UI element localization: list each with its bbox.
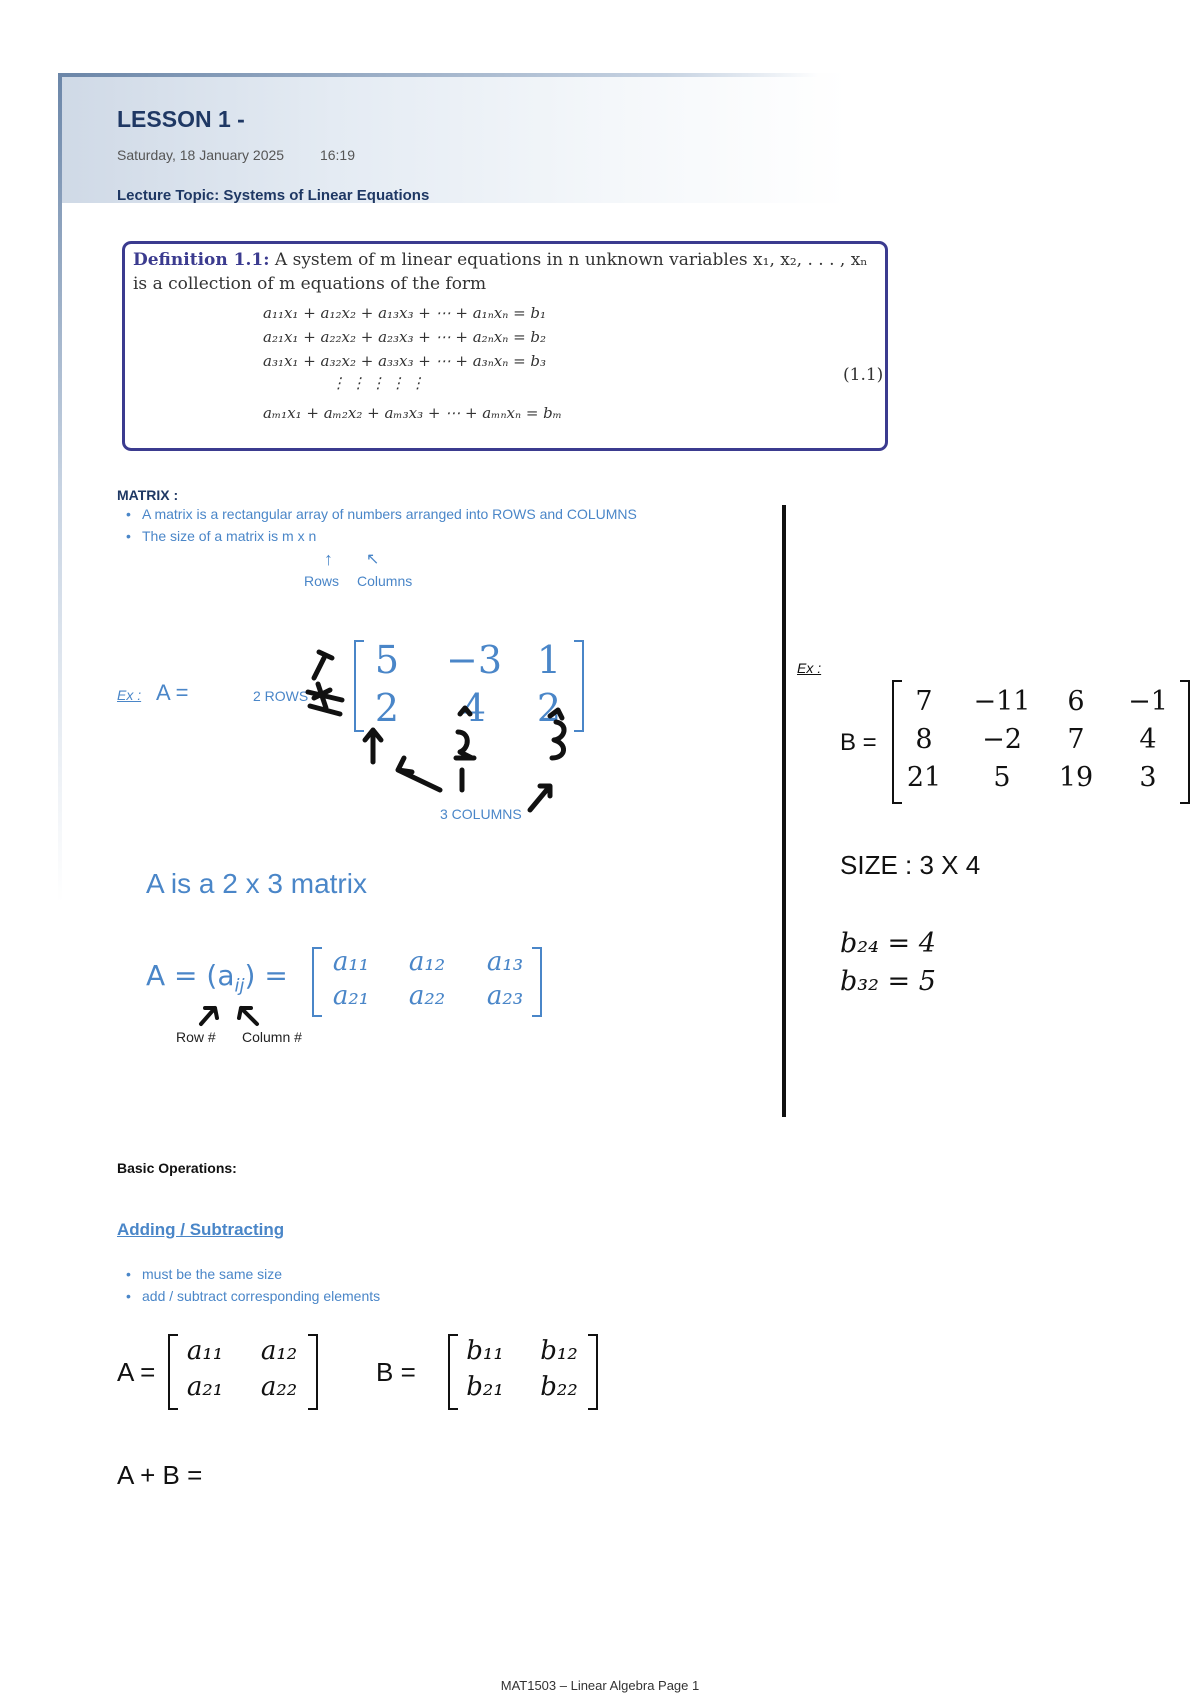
matrix-cell: a₂₁ [186,1372,224,1402]
page-date: Saturday, 18 January 2025 [117,147,285,163]
page-time: 16:19 [319,147,356,163]
ink-diagonal-arrow [530,786,550,810]
definition-label: Definition 1.1: [133,250,270,270]
matrix-cell: 6 [1067,686,1085,717]
operations-bullets [122,1263,380,1307]
matrix-cell: 4 [461,686,487,730]
general-lhs: A = (a [146,959,235,992]
list-item: • add / subtract corresponding elements [122,1285,380,1307]
op-matrix-a [168,1334,318,1410]
ink-annotations [300,640,580,820]
size-statement: A is a 2 x 3 matrix [146,868,367,899]
matrix-cell: 1 [536,638,562,682]
vertical-divider [782,505,786,1117]
ink-subscript-arrows [195,1000,265,1030]
columns-label: Columns [357,573,413,589]
matrix-a-name: A = [156,680,189,705]
matrix-cell: 19 [1058,762,1094,793]
definition-line-2: is a collection of m equations of the form [133,274,487,294]
matrix-b-name: B = [840,729,877,756]
general-subscript: ij [234,975,245,997]
page-title: LESSON 1 - [117,106,245,132]
list-item: • The size of a matrix is m x n [122,525,637,547]
matrix-cell: 2 [374,686,400,730]
matrix-cell: a₁₃ [486,947,524,977]
example-a-label: Ex : [117,687,142,703]
matrix-cell: a₂₂ [260,1372,298,1402]
columns-note: 3 COLUMNS [440,806,522,822]
up-left-arrow-icon: ↖ [366,551,380,568]
matrix-cell: 5 [993,762,1011,793]
matrix-b [892,680,1190,804]
equation-number: (1.1) [843,365,884,385]
row-hash-label: Row # [176,1029,216,1045]
equation-row: a₂₁x₁ + a₂₂x₂ + a₂₃x₃ + ⋯ + a₂ₙxₙ = b₂ [263,328,547,346]
matrix-cell: 4 [1139,724,1157,755]
adding-subtracting-heading: Adding / Subtracting [117,1220,285,1239]
list-item: • must be the same size [122,1263,380,1285]
matrix-cell: b₂₁ [466,1372,504,1402]
definition-box [122,241,888,451]
ink-up-left-arrow [239,1008,257,1024]
matrix-cell: −2 [982,724,1022,755]
matrix-cell: a₂₃ [486,981,524,1011]
entry-b32: b₃₂ = 5 [840,966,936,997]
matrix-cell: 21 [906,762,942,793]
ink-arrow-head [550,710,562,718]
matrix-cell: −11 [973,686,1031,717]
op-matrix-b [448,1334,598,1410]
matrix-bullets [122,503,637,547]
matrix-cell: a₂₂ [408,981,446,1011]
matrix-cell: 8 [915,724,933,755]
matrix-cell: 7 [1067,724,1085,755]
rows-label: Rows [304,573,340,589]
matrix-cell: 2 [536,686,562,730]
op-b-label: B = [376,1357,416,1387]
handwritten-3-col [552,722,564,758]
matrix-cell: 5 [374,638,400,682]
matrix-cell: a₁₂ [260,1336,298,1366]
matrix-cell: b₁₂ [540,1336,578,1366]
matrix-b-size: SIZE : 3 X 4 [840,850,981,880]
operations-heading: Basic Operations: [117,1160,237,1176]
column-hash-label: Column # [242,1029,302,1045]
entry-b24: b₂₄ = 4 [840,928,936,959]
example-b-label: Ex : [797,660,822,676]
matrix-cell: −3 [445,638,503,682]
rows-note: 2 ROWS [253,688,309,704]
equation-dots: ⋮ ⋮ ⋮ ⋮ ⋮ [331,374,426,392]
matrix-cell: 7 [915,686,933,717]
matrix-heading: MATRIX : [117,487,179,503]
matrix-cell: a₂₁ [332,981,370,1011]
matrix-cell: b₁₁ [466,1336,504,1366]
lecture-topic: Lecture Topic: Systems of Linear Equations [117,187,430,204]
banner-left-edge [58,73,62,903]
op-a-label: A = [117,1357,156,1387]
matrix-cell: 3 [1139,762,1157,793]
general-notation [146,959,288,997]
ink-up-right-arrow [201,1008,217,1024]
handwritten-1 [314,652,332,678]
matrix-cell: −1 [1128,686,1168,717]
general-rhs: ) = [244,959,288,992]
list-item: • A matrix is a rectangular array of numbers arranged into ROWS and COLUMNS [122,503,637,525]
definition-text: A system of m linear equations in n unknown variables x₁, x₂, . . . , xₙ [274,250,868,270]
page-meta [117,147,387,163]
definition-line-1 [133,250,868,270]
ink-up-arrow [365,730,381,762]
equation-row: aₘ₁x₁ + aₘ₂x₂ + aₘ₃x₃ + ⋯ + aₘₙxₙ = bₘ [263,404,562,422]
matrix-cell: b₂₂ [540,1372,578,1402]
header-banner [58,73,848,203]
sum-label: A + B = [117,1460,203,1490]
banner-top-edge [58,73,818,77]
matrix-cell: a₁₁ [186,1336,224,1366]
equation-row: a₃₁x₁ + a₃₂x₂ + a₃₃x₃ + ⋯ + a₃ₙxₙ = b₃ [263,352,547,370]
general-matrix [312,947,542,1017]
page-footer: MAT1503 – Linear Algebra Page 1 [500,1678,700,1693]
up-arrow-icon: ↑ [324,549,333,569]
ink-diagonal-arrow [398,758,440,790]
equation-row: a₁₁x₁ + a₁₂x₂ + a₁₃x₃ + ⋯ + a₁ₙxₙ = b₁ [263,304,547,322]
handwritten-2-col [456,732,474,758]
matrix-cell: a₁₁ [332,947,370,977]
ink-arrow-head [460,708,470,714]
matrix-cell: a₁₂ [408,947,446,977]
